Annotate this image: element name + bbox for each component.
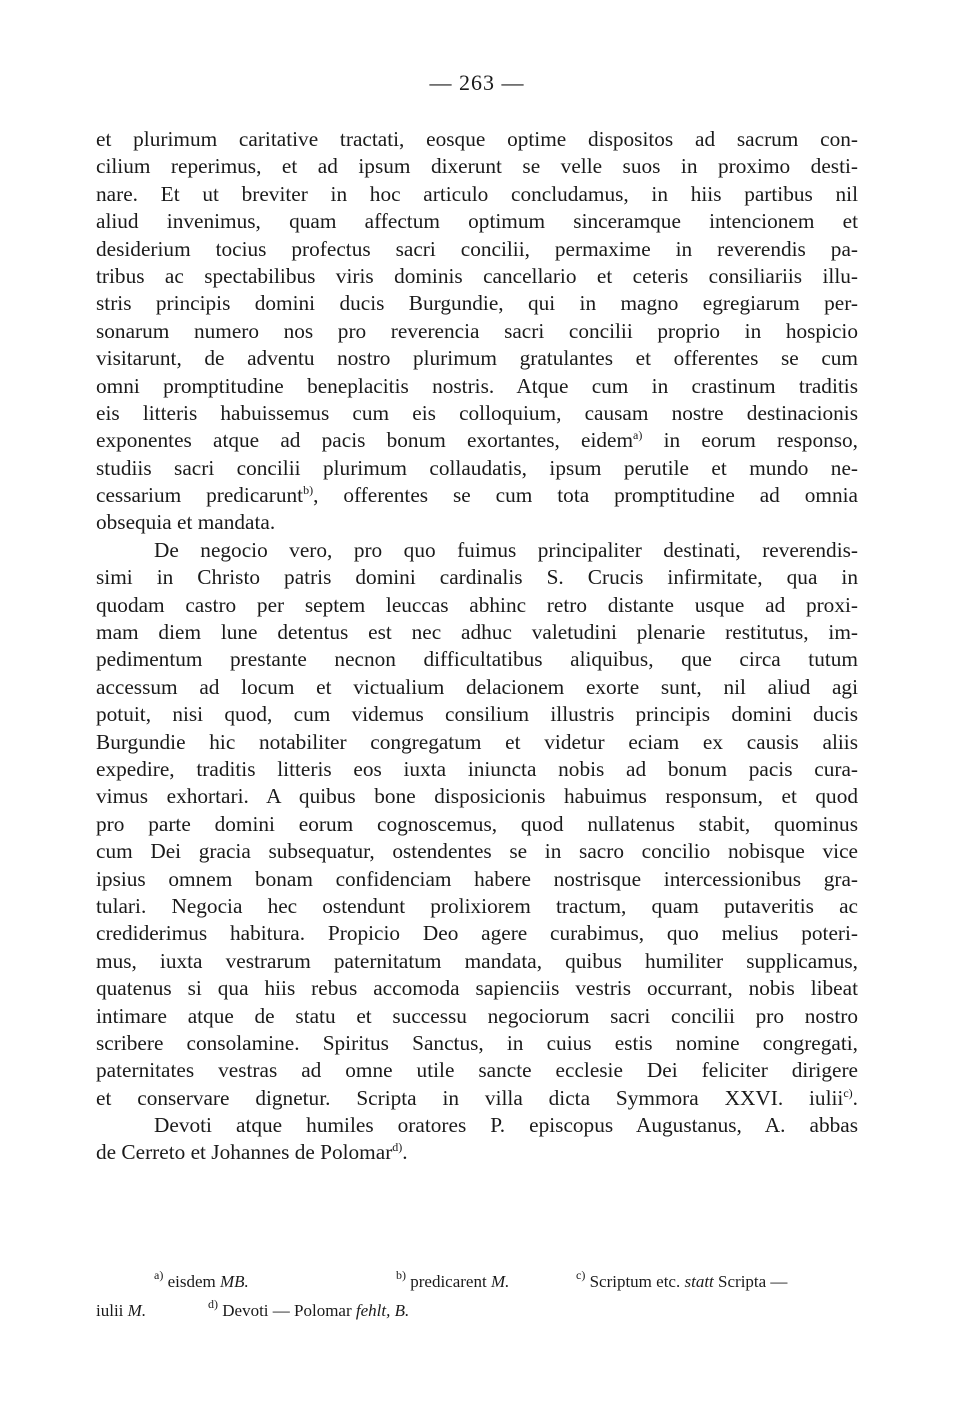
footnote-c-mark: c) xyxy=(576,1268,586,1282)
text-line: tribus ac spectabilibus viris dominis cancellario et ceteris consiliariis illu- xyxy=(96,263,858,288)
text-segment: de Cerreto et Johannes de Polomar xyxy=(96,1140,393,1165)
footnote-c-continued xyxy=(96,1296,146,1325)
footnote-a-mark: a) xyxy=(154,1268,164,1282)
text-line: accessum ad locum et victualium delacionem exorte sunt, nil aliud agi xyxy=(96,674,858,699)
footnote-mark-d: d) xyxy=(392,1140,403,1155)
text-line: paternitates vestras ad omne utile sancte ecclesie Dei feliciter dirigere xyxy=(96,1058,858,1083)
text-line: desiderium tocius profectus sacri concilii, permaxime in reverendis pa- xyxy=(96,236,858,261)
footnote-a xyxy=(154,1267,249,1296)
text-line: quodam castro per septem leuccas abhinc retro distante usque ad proxi- xyxy=(96,592,858,617)
text-line: pedimentum prestante necnon difficultatibus aliquibus, que circa tutum xyxy=(96,647,858,672)
text-line: cum Dei gracia subsequatur, ostendentes se in sacro concilio nobisque vice xyxy=(96,839,858,864)
footnote-c-italic: statt xyxy=(684,1272,714,1291)
text-segment: in eorum responso, xyxy=(642,428,858,453)
footnote-a-source: MB. xyxy=(219,1272,249,1291)
text-line: omni promptitudine beneplacitis nostris. Atque cum in crastinum traditis xyxy=(96,373,858,398)
text-line: simi in Christo patris domini cardinalis S. Crucis infirmitate, qua in xyxy=(96,565,858,590)
text-line: eis litteris habuissemus cum eis colloquium, causam nostre destinacionis xyxy=(96,400,858,425)
footnote-b-source: M. xyxy=(490,1272,510,1291)
text-line: aliud invenimus, quam affectum optimum sinceramque intencionem et xyxy=(96,209,858,234)
text-line: quatenus si qua hiis rebus accomoda sapienciis vestris occurrant, nobis libeat xyxy=(96,976,858,1001)
text-line: pro parte domini eorum cognoscemus, quod nullatenus stabit, quominus xyxy=(96,811,858,836)
footnotes xyxy=(96,1267,858,1325)
text-line xyxy=(96,1085,858,1112)
text-segment: , offerentes se cum tota promptitudine ad omnia xyxy=(313,483,858,508)
text-segment: cessarium predicarunt xyxy=(96,483,304,508)
text-line: vimus exhortari. A quibus bone disposicionis habuimus responsum, et quod xyxy=(96,784,858,809)
footnote-c xyxy=(576,1267,787,1296)
footnote-mark-c: c) xyxy=(843,1085,853,1100)
text-line xyxy=(96,1139,858,1166)
footnote-d-text: Devoti — Polomar xyxy=(218,1301,356,1320)
text-line xyxy=(96,427,858,454)
footnote-b-mark: b) xyxy=(396,1268,406,1282)
footnote-c-text2: Scripta — xyxy=(713,1272,788,1291)
text-line: expedire, traditis litteris eos iuxta iniuncta nobis ad bonum pacis cura- xyxy=(96,756,858,781)
footnote-d-mark: d) xyxy=(208,1297,218,1311)
page-number: — 263 — xyxy=(429,70,525,95)
text-segment: exponentes atque ad pacis bonum exortantes, eidem xyxy=(96,428,634,453)
text-segment: . xyxy=(852,1085,858,1110)
footnote-mark-b: b) xyxy=(303,483,314,498)
footnote-d xyxy=(208,1296,409,1325)
footnote-c-text: Scriptum etc. xyxy=(585,1272,685,1291)
footnote-line xyxy=(96,1267,858,1296)
text-line: stris principis domini ducis Burgundie, qui in magno egregiarum per- xyxy=(96,291,858,316)
text-segment: et conservare dignetur. Scripta in villa dicta Symmora XXVI. iulii xyxy=(96,1085,844,1110)
footnote-d-italic: fehlt, xyxy=(355,1301,391,1320)
footnote-a-text: eisdem xyxy=(163,1272,220,1291)
text-line xyxy=(96,482,858,509)
text-line: intimare atque de statu et successu negociorum sacri concilii pro nostro xyxy=(96,1003,858,1028)
text-line: De negocio vero, pro quo fuimus principaliter destinati, reverendis- xyxy=(154,537,858,562)
text-line: tulari. Negocia hec ostendunt prolixiorem tractum, quam putaveritis ac xyxy=(96,893,858,918)
footnote-d-source: B. xyxy=(390,1301,410,1320)
text-line: potuit, nisi quod, cum videmus consilium illustris principis domini ducis xyxy=(96,702,858,727)
text-line: visitarunt, de adventu nostro plurimum gratulantes et offerentes se cum xyxy=(96,346,858,371)
text-line: cilium reperimus, et ad ipsum dixerunt se velle suos in proximo desti- xyxy=(96,154,858,179)
text-line: ipsius omnem bonam confidenciam habere nostrisque intercessionibus gra- xyxy=(96,866,858,891)
text-line: sonarum numero nos pro reverencia sacri concilii proprio in hospicio xyxy=(96,318,858,343)
footnote-c-cont-text: iulii xyxy=(96,1301,128,1320)
footnote-c-cont-source: M. xyxy=(127,1301,147,1320)
text-line: nare. Et ut breviter in hoc articulo concludamus, in hiis partibus nil xyxy=(96,181,858,206)
text-line: mam diem lune detentus est nec adhuc valetudini plenarie restitutus, im- xyxy=(96,620,858,645)
text-line: obsequia et mandata. xyxy=(96,510,276,535)
footnote-b-text: predicarent xyxy=(406,1272,491,1291)
text-line: Devoti atque humiles oratores P. episcopus Augustanus, A. abbas xyxy=(154,1113,858,1138)
text-line: scribere consolamine. Spiritus Sanctus, in cuius estis nomine congregati, xyxy=(96,1030,858,1055)
body-text xyxy=(96,126,858,1167)
text-line: crediderimus habitura. Propicio Deo agere curabimus, quo melius poteri- xyxy=(96,921,858,946)
footnote-mark-a: a) xyxy=(633,428,643,443)
text-line: studiis sacri concilii plurimum collaudatis, ipsum perutile et mundo ne- xyxy=(96,455,858,480)
text-line: Burgundie hic notabiliter congregatum et videtur eciam ex causis aliis xyxy=(96,729,858,754)
footnote-b xyxy=(396,1267,509,1296)
text-line: mus, iuxta vestrarum paternitatum mandata, quibus humiliter supplicamus, xyxy=(96,948,858,973)
footnote-line xyxy=(96,1296,858,1325)
text-segment: . xyxy=(402,1140,408,1165)
text-line: et plurimum caritative tractati, eosque optime dispositos ad sacrum con- xyxy=(96,127,858,151)
